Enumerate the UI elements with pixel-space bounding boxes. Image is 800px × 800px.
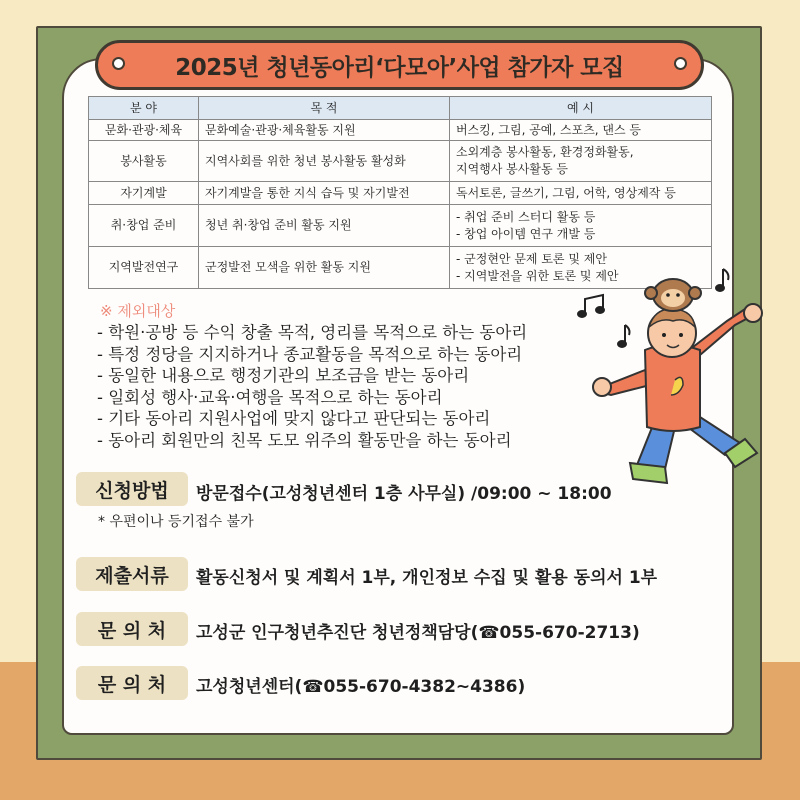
cell-field: 지역발전연구	[89, 247, 199, 289]
exclusion-list	[97, 322, 527, 451]
list-item: - 기타 동아리 지원사업에 맞지 않다고 판단되는 동아리	[97, 409, 491, 428]
cell-field: 자기계발	[89, 182, 199, 205]
example-line: 독서토론, 글쓰기, 그림, 어학, 영상제작 등	[456, 185, 676, 200]
cell-purpose: 청년 취·창업 준비 활동 지원	[199, 205, 450, 247]
contact-phone-1: 055-670-2713)	[499, 623, 640, 643]
cell-purpose: 지역사회를 위한 청년 봉사활동 활성화	[199, 141, 450, 182]
list-item: - 학원·공방 등 수익 창출 목적, 영리를 목적으로 하는 동아리	[97, 323, 528, 342]
cell-purpose: 군정발전 모색을 위한 활동 지원	[199, 247, 450, 289]
example-line: - 지역발전을 위한 토론 및 제안	[456, 268, 619, 283]
cell-examples	[450, 205, 712, 247]
cell-examples	[450, 182, 712, 205]
table-row	[89, 120, 712, 141]
title-banner	[95, 40, 704, 90]
list-item: - 일회성 행사·교육·여행을 목적으로 하는 동아리	[97, 387, 443, 407]
table-header-row	[89, 97, 712, 120]
banner-dot-right	[674, 57, 687, 70]
header-purpose: 목 적	[199, 97, 450, 120]
documents-text: 활동신청서 및 계획서 1부, 개인정보 수집 및 활용 동의서 1부	[196, 568, 658, 588]
cell-examples	[450, 141, 712, 182]
documents-badge: 제출서류	[76, 557, 188, 591]
contact-org-1: 고성군 인구청년추진단 청년정책담당(	[196, 623, 479, 643]
contact-badge-1: 문 의 처	[76, 612, 188, 646]
cell-field: 봉사활동	[89, 141, 199, 182]
page-title: 2025년 청년동아리‘다모아’사업 참가자 모집	[175, 54, 624, 81]
example-line: - 취업 준비 스터디 활동 등	[456, 209, 596, 224]
phone-icon: ☎	[478, 623, 500, 643]
example-line: 소외계층 봉사활동, 환경정화활동,	[456, 145, 634, 159]
application-method-badge: 신청방법	[76, 472, 188, 506]
list-item: - 동아리 회원만의 친목 도모 위주의 활동만을 하는 동아리	[97, 430, 512, 450]
character-illustration	[575, 255, 780, 490]
cell-field: 취·창업 준비	[89, 205, 199, 247]
contact-phone-2: 055-670-4382~4386)	[323, 677, 526, 697]
example-line: 버스킹, 그림, 공예, 스포츠, 댄스 등	[456, 122, 642, 137]
table-row	[89, 205, 712, 247]
contact-badge-2: 문 의 처	[76, 666, 188, 700]
cell-examples	[450, 120, 712, 141]
table-row	[89, 182, 712, 205]
cell-purpose: 자기계발을 통한 지식 습득 및 자기발전	[199, 182, 450, 205]
list-item: - 동일한 내용으로 행정기관의 보조금을 받는 동아리	[97, 366, 470, 385]
header-examples: 예 시	[450, 97, 712, 120]
contact-text-2	[196, 672, 525, 697]
exclusion-heading: ※ 제외대상	[100, 302, 176, 320]
phone-icon: ☎	[302, 677, 324, 697]
cell-purpose: 문화예술·관광·체육활동 지원	[199, 120, 450, 141]
application-method-text: 방문접수(고성청년센터 1층 사무실) /09:00 ~ 18:00	[196, 484, 612, 504]
contact-org-2: 고성청년센터(	[196, 677, 303, 697]
example-line: - 군정현안 문제 토론 및 제안	[456, 251, 607, 266]
example-line: - 창업 아이템 연구 개발 등	[456, 226, 596, 241]
banner-dot-left	[112, 57, 125, 70]
header-field: 분 야	[89, 97, 199, 120]
application-note: * 우편이나 등기접수 불가	[98, 514, 254, 530]
table-row	[89, 141, 712, 182]
cell-field: 문화·관광·체육	[89, 120, 199, 141]
list-item: - 특정 정당을 지지하거나 종교활동을 목적으로 하는 동아리	[97, 344, 523, 364]
example-line: 지역행사 봉사활동 등	[456, 162, 568, 176]
contact-text-1	[196, 618, 640, 643]
